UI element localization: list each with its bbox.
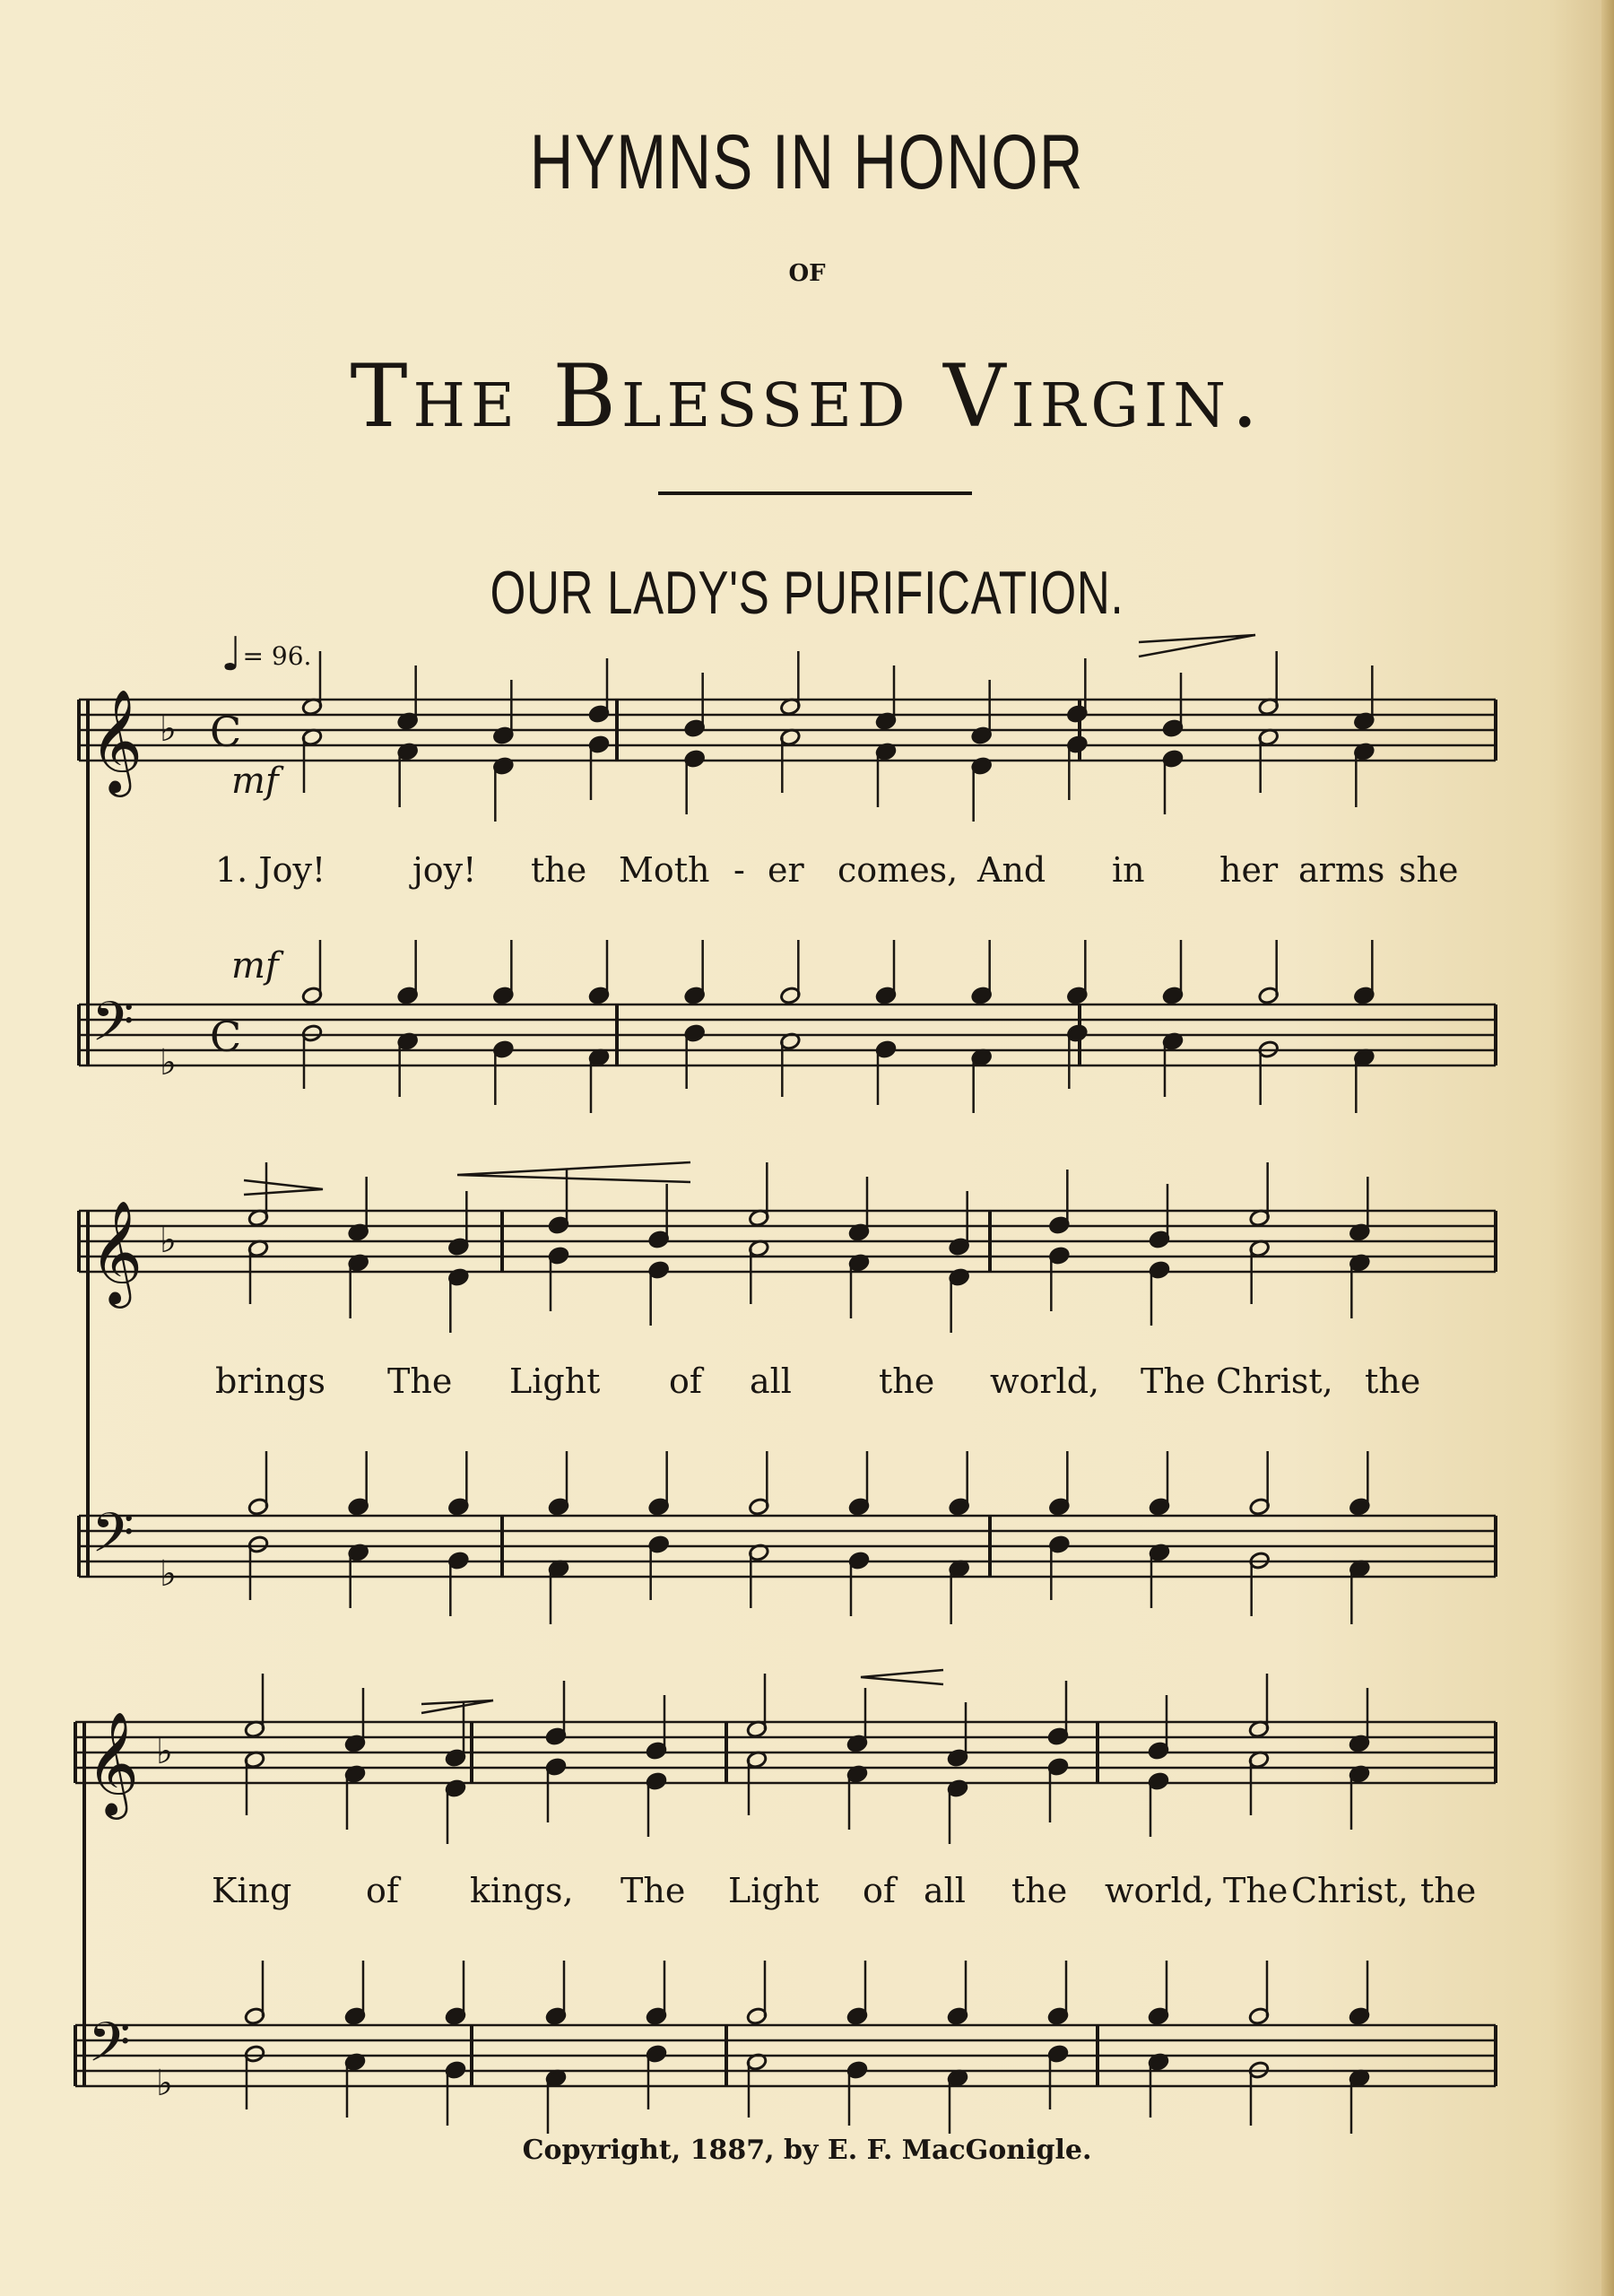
hymn-title: OUR LADY'S PURIFICATION.: [490, 559, 1124, 627]
lyric-word: her: [1219, 850, 1279, 890]
lyric-word: Light: [509, 1361, 601, 1401]
key-flat: ♭: [160, 1042, 177, 1083]
lyric-word: Light: [728, 1871, 820, 1910]
dynamic-mf-treble: mf: [231, 761, 279, 802]
decrescendo-hairpin: [244, 1180, 323, 1195]
crescendo-hairpin: [861, 1670, 943, 1684]
lyric-word: Christ,: [1291, 1871, 1409, 1910]
quarter-note-icon: ♩: [221, 628, 243, 682]
key-flat: ♭: [160, 709, 177, 750]
key-flat: ♭: [156, 2063, 173, 2104]
decrescendo-hairpin: [421, 1700, 493, 1713]
lyric-word: the: [1420, 1871, 1477, 1910]
bass-clef: 𝄢: [88, 2011, 131, 2088]
lyric-word: arms: [1298, 850, 1385, 890]
lyric-word: 1. Joy!: [215, 850, 326, 890]
lyric-word: kings,: [470, 1871, 574, 1910]
key-flat: ♭: [156, 1731, 173, 1772]
lyric-word: all: [750, 1361, 792, 1401]
crescendo-hairpin: [1139, 635, 1255, 657]
lyric-word: -: [733, 850, 745, 890]
lyric-word: brings: [215, 1361, 325, 1401]
lyric-word: joy!: [412, 850, 477, 890]
lyric-word: the: [1365, 1361, 1421, 1401]
lyric-word: The: [1223, 1871, 1289, 1910]
lyric-word: the: [1011, 1871, 1068, 1910]
treble-clef: 𝄞: [86, 1710, 140, 1815]
lyric-word: the: [879, 1361, 935, 1401]
lyric-word: Christ,: [1216, 1361, 1333, 1401]
copyright-notice: Copyright, 1887, by E. F. MacGonigle.: [522, 2135, 1092, 2166]
lyric-word: of: [669, 1361, 702, 1401]
lyric-word: of: [366, 1871, 399, 1910]
book-subtitle: The Blessed Virgin.: [350, 346, 1264, 447]
lyric-word: And: [977, 850, 1046, 890]
title-of: OF: [788, 260, 826, 287]
crescendo-hairpin: [457, 1162, 690, 1182]
lyric-word: er: [768, 850, 804, 890]
lyric-word: Moth: [619, 850, 710, 890]
bass-clef: 𝄢: [91, 1501, 134, 1578]
lyric-word: comes,: [837, 850, 959, 890]
lyric-word: she: [1399, 850, 1459, 890]
lyric-word: The: [1141, 1361, 1206, 1401]
lyric-word: all: [924, 1871, 966, 1910]
key-flat: ♭: [160, 1553, 177, 1595]
lyric-word: The: [387, 1361, 453, 1401]
lyric-word: the: [531, 850, 587, 890]
lyric-word: King: [212, 1871, 292, 1910]
book-title: HYMNS IN HONOR: [529, 119, 1085, 205]
lyric-word: world,: [990, 1361, 1100, 1401]
lyric-word: in: [1112, 850, 1145, 890]
tempo-value: = 96.: [242, 641, 312, 671]
time-signature: C: [210, 1013, 242, 1061]
key-flat: ♭: [160, 1220, 177, 1261]
lyric-word: of: [863, 1871, 896, 1910]
bass-clef: 𝄢: [91, 990, 134, 1067]
treble-clef: 𝄞: [90, 688, 143, 793]
lyric-word: The: [620, 1871, 686, 1910]
lyric-word: world,: [1105, 1871, 1215, 1910]
time-signature: C: [210, 708, 242, 756]
treble-clef: 𝄞: [90, 1199, 143, 1304]
dynamic-mf-bass: mf: [231, 945, 279, 987]
